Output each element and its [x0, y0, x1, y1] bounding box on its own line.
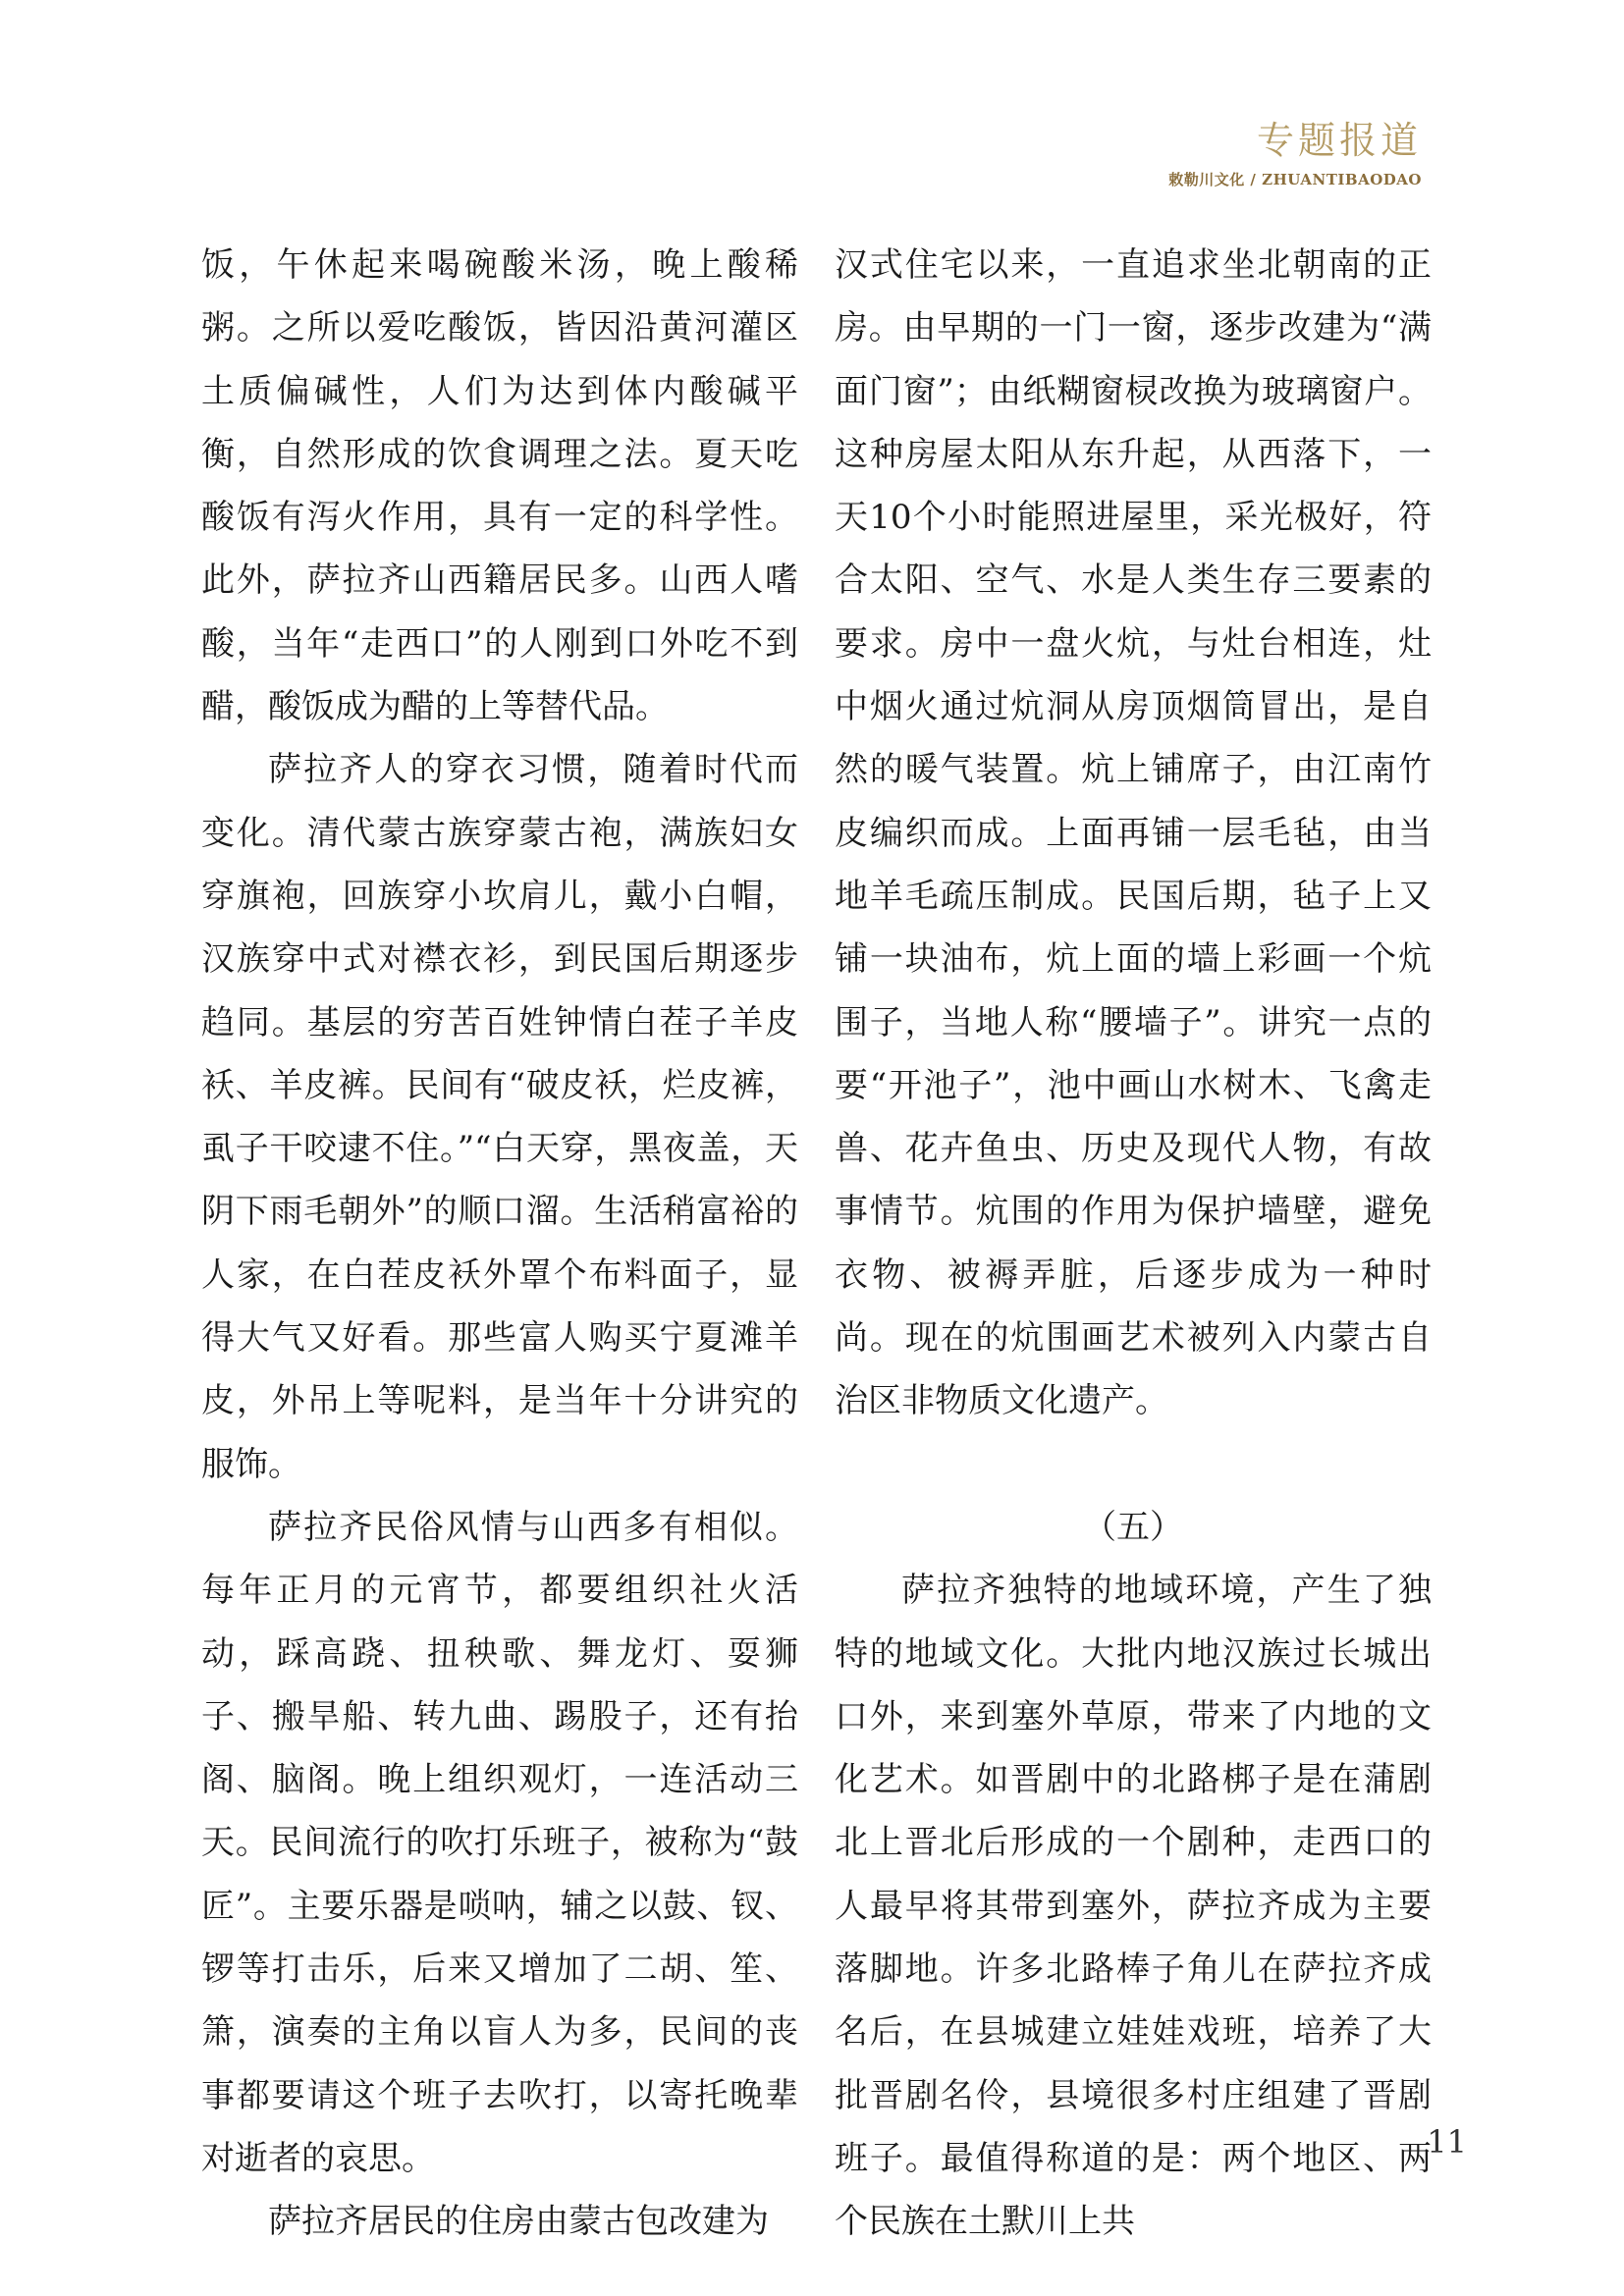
- section-spacer: [835, 1433, 1432, 1496]
- left-column: [201, 234, 798, 2254]
- paragraph: 汉式住宅以来，一直追求坐北朝南的正房。由早期的一门一窗，逐步改建为“满面门窗”；由纸糊窗棂改换为玻璃窗户。这种房屋太阳从东升起，从西落下，一天10个小时能照进屋里，采光极好，符合太阳、空气、水是人类生存三要素的要求。房中一盘火炕，与灶台相连，灶中烟火通过炕洞从房顶烟筒冒出，是自然的暖气装置。炕上铺席子，由江南竹皮编织而成。上面再铺一层毛毡，由当地羊毛疏压制成。民国后期，毡子上又铺一块油布，炕上面的墙上彩画一个炕围子，当地人称“腰墙子”。讲究一点的要“开池子”，池中画山水树木、飞禽走兽、花卉鱼虫、历史及现代人物，有故事情节。炕围的作用为保护墙壁，避免衣物、被褥弄脏，后逐步成为一种时尚。现在的炕围画艺术被列入内蒙古自治区非物质文化遗产。: [835, 245, 1432, 1421]
- section-heading: （五）: [1083, 1507, 1183, 1547]
- paragraph: 萨拉齐居民的住房由蒙古包改建为: [268, 2202, 769, 2242]
- page-header: [1168, 116, 1422, 189]
- page-number: 11: [1427, 2123, 1467, 2161]
- section-title: 专题报道: [1256, 119, 1422, 162]
- paragraph: 饭，午休起来喝碗酸米汤，晚上酸稀粥。之所以爱吃酸饭，皆因沿黄河灌区土质偏碱性，人们为达到体内酸碱平衡，自然形成的饮食调理之法。夏天吃酸饭有泻火作用，具有一定的科学性。此外，萨拉齐山西籍居民多。山西人嗜酸，当年“走西口”的人刚到口外吃不到醋，酸饭成为醋的上等替代品。: [201, 245, 798, 727]
- paragraph: 萨拉齐民俗风情与山西多有相似。每年正月的元宵节，都要组织社火活动，踩高跷、扭秧歌、舞龙灯、耍狮子、搬旱船、转九曲、踢股子，还有抬阁、脑阁。晚上组织观灯，一连活动三天。民间流行的吹打乐班子，被称为“鼓匠”。主要乐器是唢呐，辅之以鼓、钗、锣等打击乐，后来又增加了二胡、笙、箫，演奏的主角以盲人为多，民间的丧事都要请这个班子去吹打，以寄托晚辈对逝者的哀思。: [201, 1507, 798, 2178]
- right-column: [835, 234, 1432, 2254]
- section-subtitle: 敕勒川文化 / ZHUANTIBAODAO: [1168, 171, 1422, 188]
- paragraph: 萨拉齐人的穿衣习惯，随着时代而变化。清代蒙古族穿蒙古袍，满族妇女穿旗袍，回族穿小坎肩儿，戴小白帽，汉族穿中式对襟衣衫，到民国后期逐步趋同。基层的穷苦百姓钟情白茬子羊皮袄、羊皮裤。民间有“破皮袄，烂皮裤，虱子干咬逮不住。”“白天穿，黑夜盖，天阴下雨毛朝外”的顺口溜。生活稍富裕的人家，在白茬皮袄外罩个布料面子，显得大气又好看。那些富人购买宁夏滩羊皮，外吊上等呢料，是当年十分讲究的服饰。: [201, 750, 798, 1484]
- paragraph: 萨拉齐独特的地域环境，产生了独特的地域文化。大批内地汉族过长城出口外，来到塞外草原，带来了内地的文化艺术。如晋剧中的北路梆子是在蒲剧北上晋北后形成的一个剧种，走西口的人最早将其带到塞外，萨拉齐成为主要落脚地。许多北路棒子角儿在萨拉齐成名后，在县城建立娃娃戏班，培养了大批晋剧名伶，县境很多村庄组建了晋剧班子。最值得称道的是：两个地区、两个民族在土默川上共: [835, 1571, 1432, 2242]
